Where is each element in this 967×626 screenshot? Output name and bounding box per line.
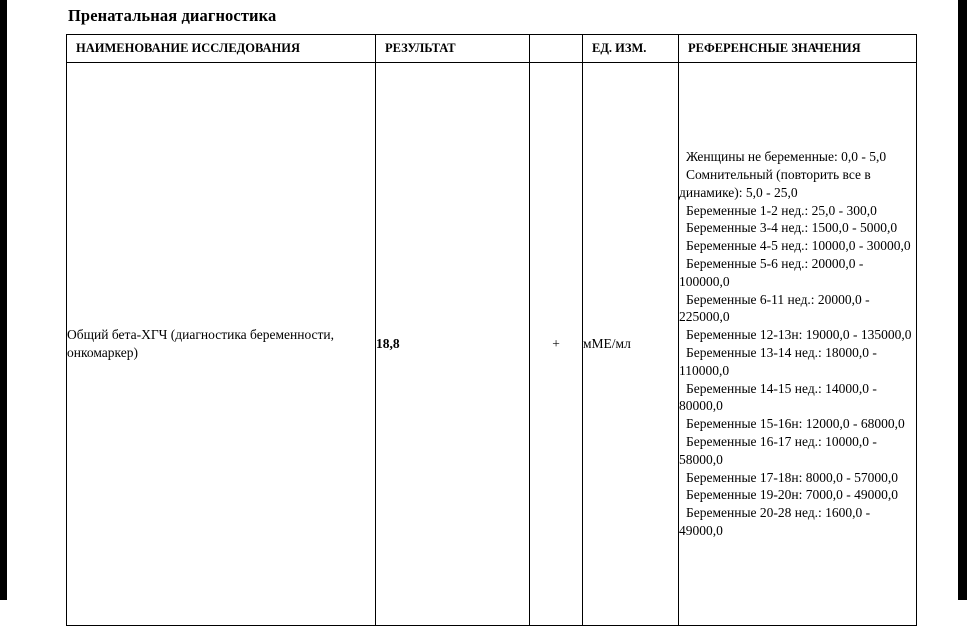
results-table <box>66 34 917 626</box>
test-unit: мМЕ/мл <box>583 63 679 626</box>
left-edge-bar <box>0 0 7 600</box>
header-flag <box>530 35 583 63</box>
reference-values <box>679 63 917 626</box>
reference-item: Беременные 1-2 нед.: 25,0 - 300,0 <box>686 202 877 218</box>
reference-item: Беременные 16-17 нед.: 10000,0 - 58000,0 <box>679 433 877 467</box>
reference-item: Беременные 3-4 нед.: 1500,0 - 5000,0 <box>686 220 898 236</box>
header-result: РЕЗУЛЬТАТ <box>376 35 530 63</box>
table-header-row <box>67 35 917 63</box>
reference-item: Беременные 17-18н: 8000,0 - 57000,0 <box>686 469 898 485</box>
reference-item: Беременные 14-15 нед.: 14000,0 - 80000,0 <box>679 380 877 414</box>
table-row <box>67 63 917 626</box>
header-unit: ЕД. ИЗМ. <box>583 35 679 63</box>
reference-item: Беременные 5-6 нед.: 20000,0 - 100000,0 <box>679 256 864 289</box>
header-reference: РЕФЕРЕНСНЫЕ ЗНАЧЕНИЯ <box>679 35 917 63</box>
section-title: Пренатальная диагностика <box>68 6 277 25</box>
reference-item: Беременные 15-16н: 12000,0 - 68000,0 <box>686 416 905 432</box>
reference-item: Беременные 20-28 нед.: 1600,0 - 49000,0 <box>679 505 871 538</box>
test-name: Общий бета-ХГЧ (диагностика беременности, онкомаркер) <box>67 63 376 626</box>
header-name: НАИМЕНОВАНИЕ ИССЛЕДОВАНИЯ <box>67 35 376 63</box>
result-flag: + <box>530 63 583 626</box>
reference-item: Беременные 19-20н: 7000,0 - 49000,0 <box>686 487 898 503</box>
reference-item: Беременные 12-13н: 19000,0 - 135000,0 <box>686 327 912 343</box>
reference-item: Женщины не беременные: 0,0 - 5,0 <box>686 149 887 165</box>
test-result: 18,8 <box>376 63 530 626</box>
reference-item: Сомнительный (повторить все в динамике): 5,0 - 25,0 <box>679 167 871 200</box>
reference-item: Беременные 13-14 нед.: 18000,0 - 110000,0 <box>679 345 877 378</box>
reference-item: Беременные 6-11 нед.: 20000,0 - 225000,0 <box>679 291 870 325</box>
right-edge-bar <box>958 0 967 600</box>
reference-item: Беременные 4-5 нед.: 10000,0 - 30000,0 <box>686 238 911 254</box>
